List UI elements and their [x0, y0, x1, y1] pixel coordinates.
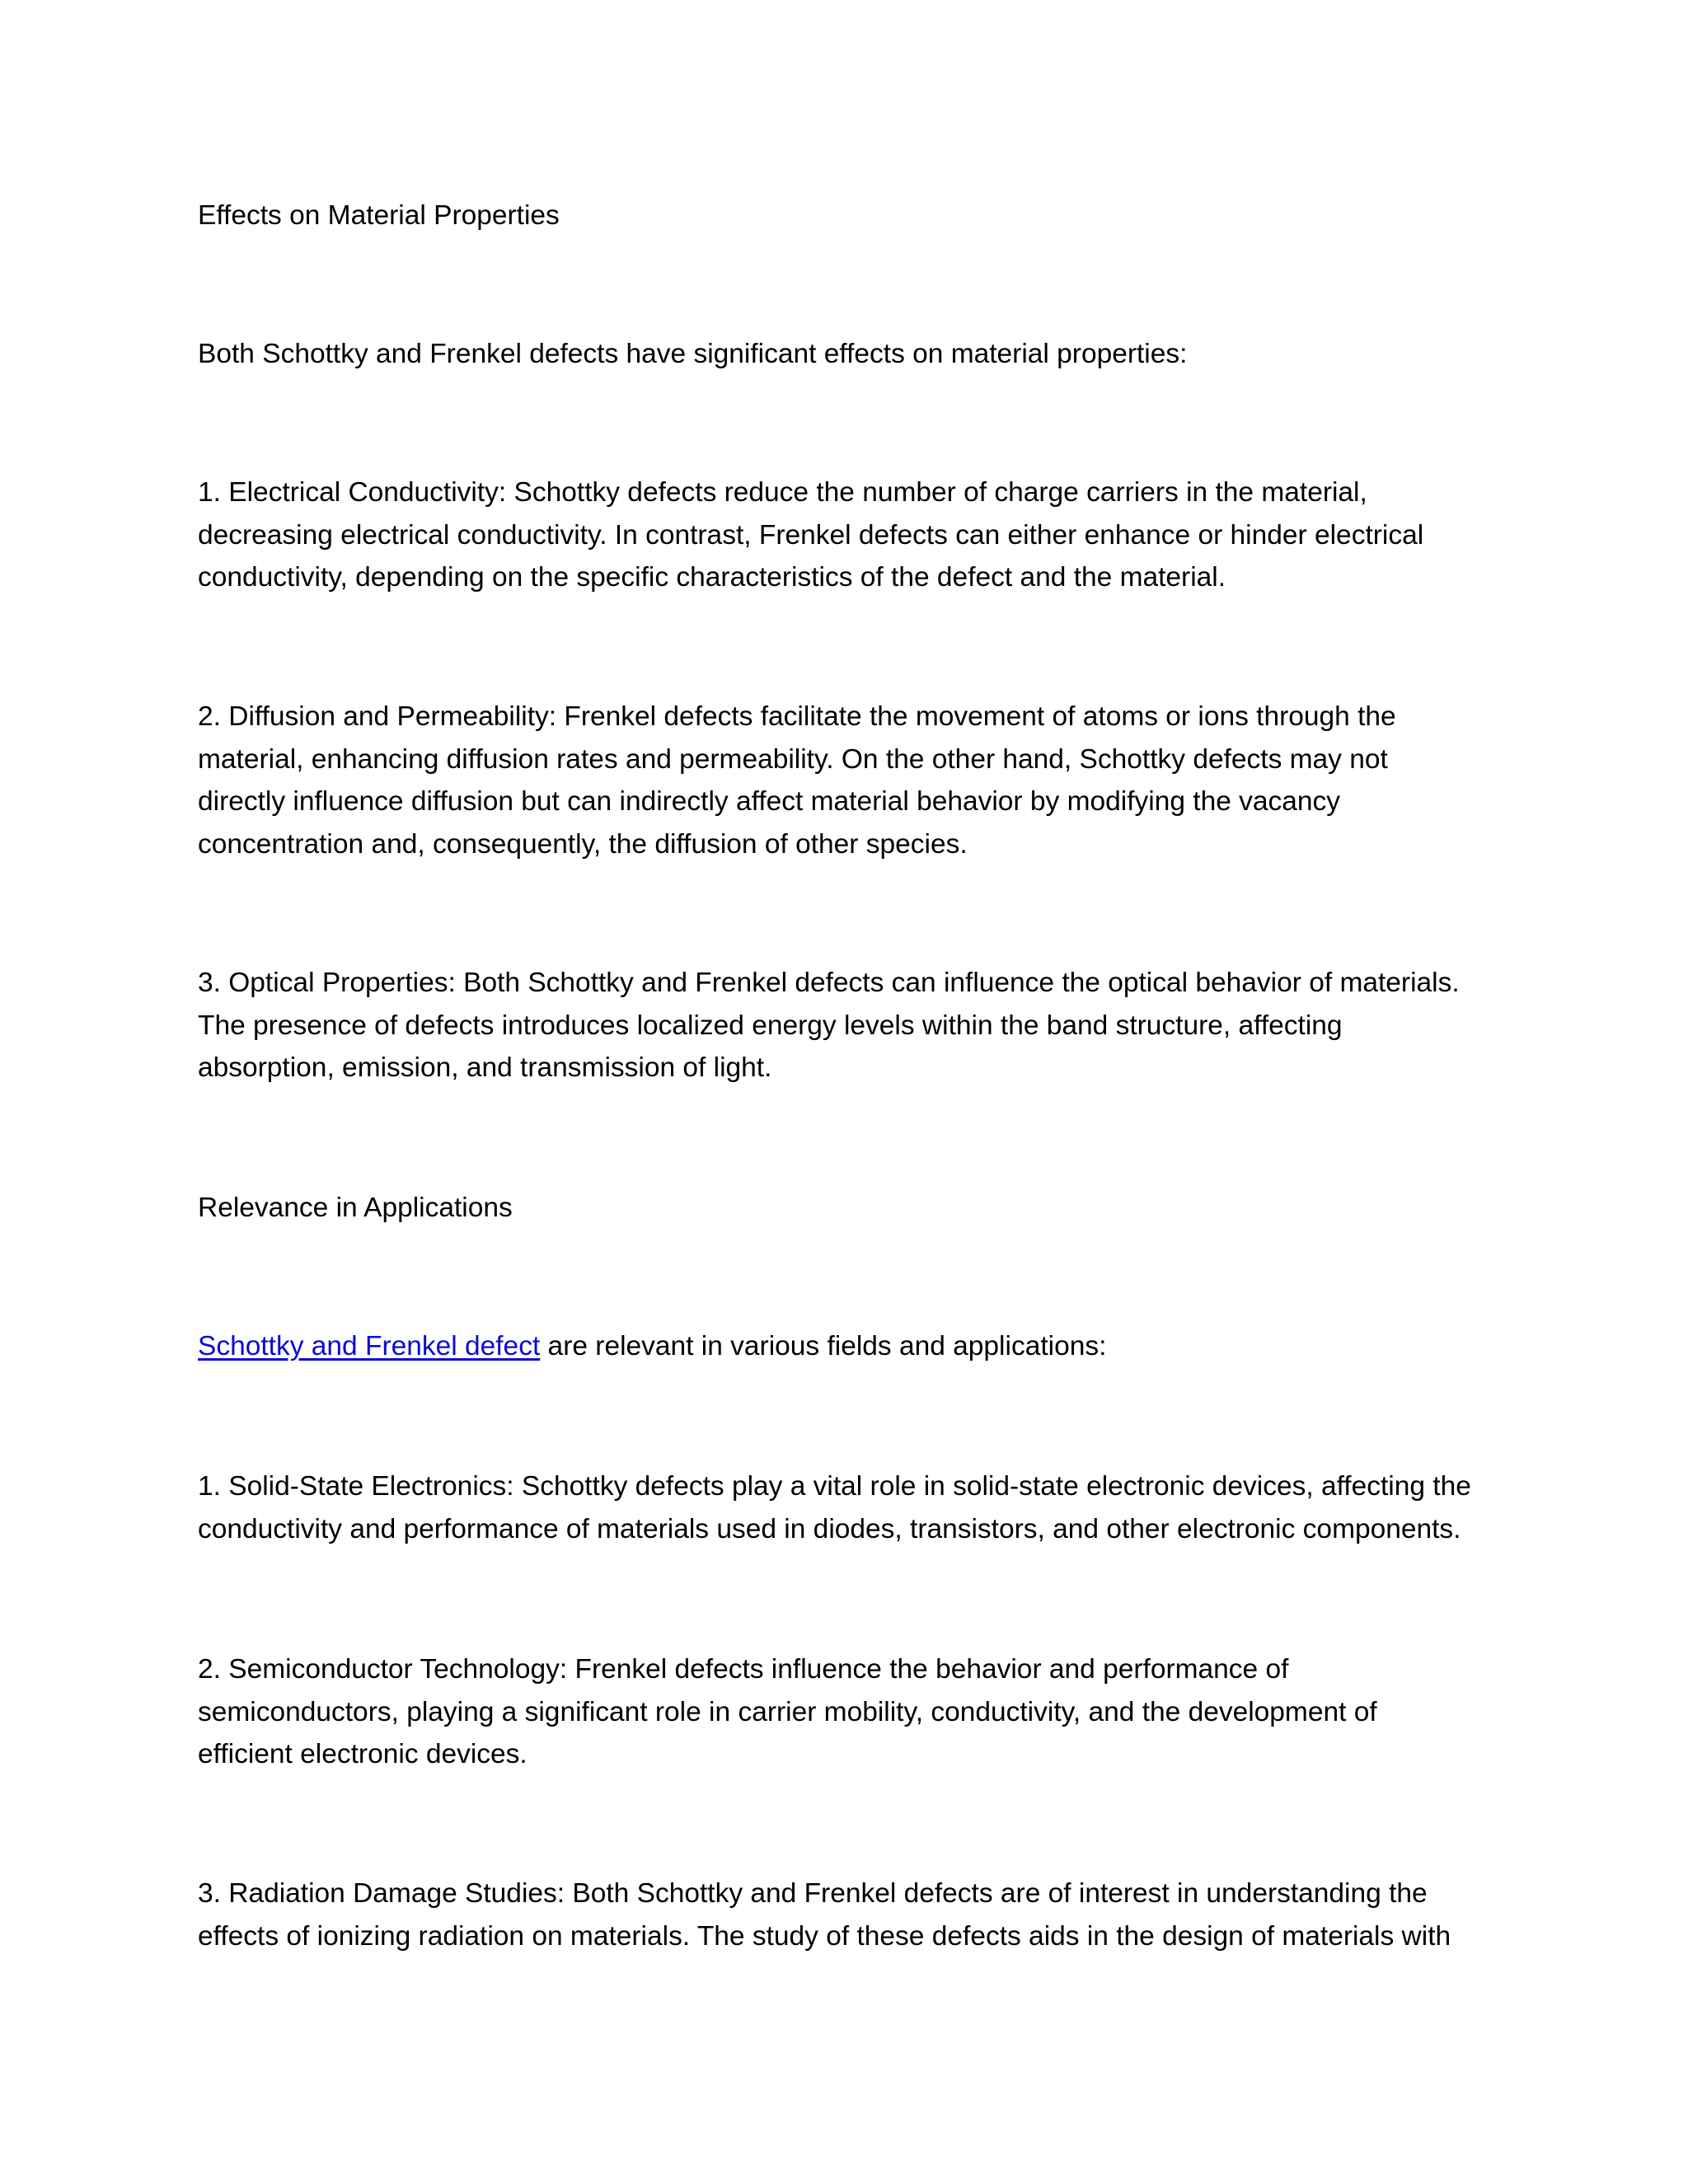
paragraph-line: 2. Semiconductor Technology: Frenkel defects influence the behavior and performance of — [198, 1654, 1289, 1685]
heading-text: Effects on Material Properties — [198, 200, 560, 231]
paragraph-semiconductor-technology — [198, 1648, 1517, 1776]
paragraph-line: 3. Radiation Damage Studies: Both Schottky and Frenkel defects are of interest in understanding the — [198, 1878, 1428, 1909]
paragraph-line: concentration and, consequently, the diffusion of other species. — [198, 828, 968, 860]
intro-text: Both Schottky and Frenkel defects have significant effects on material properties: — [198, 339, 1188, 369]
paragraph-line: conductivity and performance of materials used in diodes, transistors, and other electronic components. — [198, 1513, 1461, 1544]
section-heading-applications — [198, 1187, 1517, 1230]
paragraph-diffusion-permeability — [198, 696, 1517, 865]
paragraph-radiation-damage — [198, 1872, 1517, 1957]
paragraph-line: 1. Electrical Conductivity: Schottky defects reduce the number of charge carriers in the material, — [198, 477, 1367, 508]
paragraph-optical-properties — [198, 962, 1517, 1090]
section-heading-effects — [198, 194, 1517, 237]
paragraph-solid-state-electronics — [198, 1465, 1517, 1550]
heading-text: Relevance in Applications — [198, 1193, 513, 1223]
paragraph-line: The presence of defects introduces localized energy levels within the band structure, affecting — [198, 1010, 1343, 1041]
paragraph-line: decreasing electrical conductivity. In contrast, Frenkel defects can either enhance or hinder electrical — [198, 519, 1424, 551]
paragraph-line: material, enhancing diffusion rates and permeability. On the other hand, Schottky defects may not — [198, 743, 1388, 775]
defect-link[interactable]: Schottky and Frenkel defect — [198, 1331, 541, 1361]
paragraph-line: absorption, emission, and transmission of light. — [198, 1052, 772, 1083]
paragraph-line: semiconductors, playing a significant role in carrier mobility, conductivity, and the development of — [198, 1696, 1377, 1727]
paragraph-line: 2. Diffusion and Permeability: Frenkel defects facilitate the movement of atoms or ions through the — [198, 701, 1396, 732]
paragraph-line: 3. Optical Properties: Both Schottky and Frenkel defects can influence the optical behavior of materials. — [198, 968, 1460, 998]
paragraph-line: efficient electronic devices. — [198, 1739, 528, 1769]
paragraph-line: directly influence diffusion but can indirectly affect material behavior by modifying the vacancy — [198, 786, 1341, 817]
intro-text: are relevant in various fields and applications: — [540, 1331, 1107, 1361]
paragraph-line: 1. Solid-State Electronics: Schottky defects play a vital role in solid-state electronic devices, affecting the — [198, 1471, 1471, 1502]
section-intro-applications — [198, 1325, 1517, 1368]
intro-line — [198, 1325, 1517, 1368]
paragraph-line: conductivity, depending on the specific characteristics of the defect and the material. — [198, 562, 1226, 593]
paragraph-electrical-conductivity — [198, 471, 1517, 599]
section-intro-effects — [198, 333, 1517, 376]
paragraph-line: effects of ionizing radiation on materials. The study of these defects aids in the design of materials with — [198, 1920, 1451, 1952]
